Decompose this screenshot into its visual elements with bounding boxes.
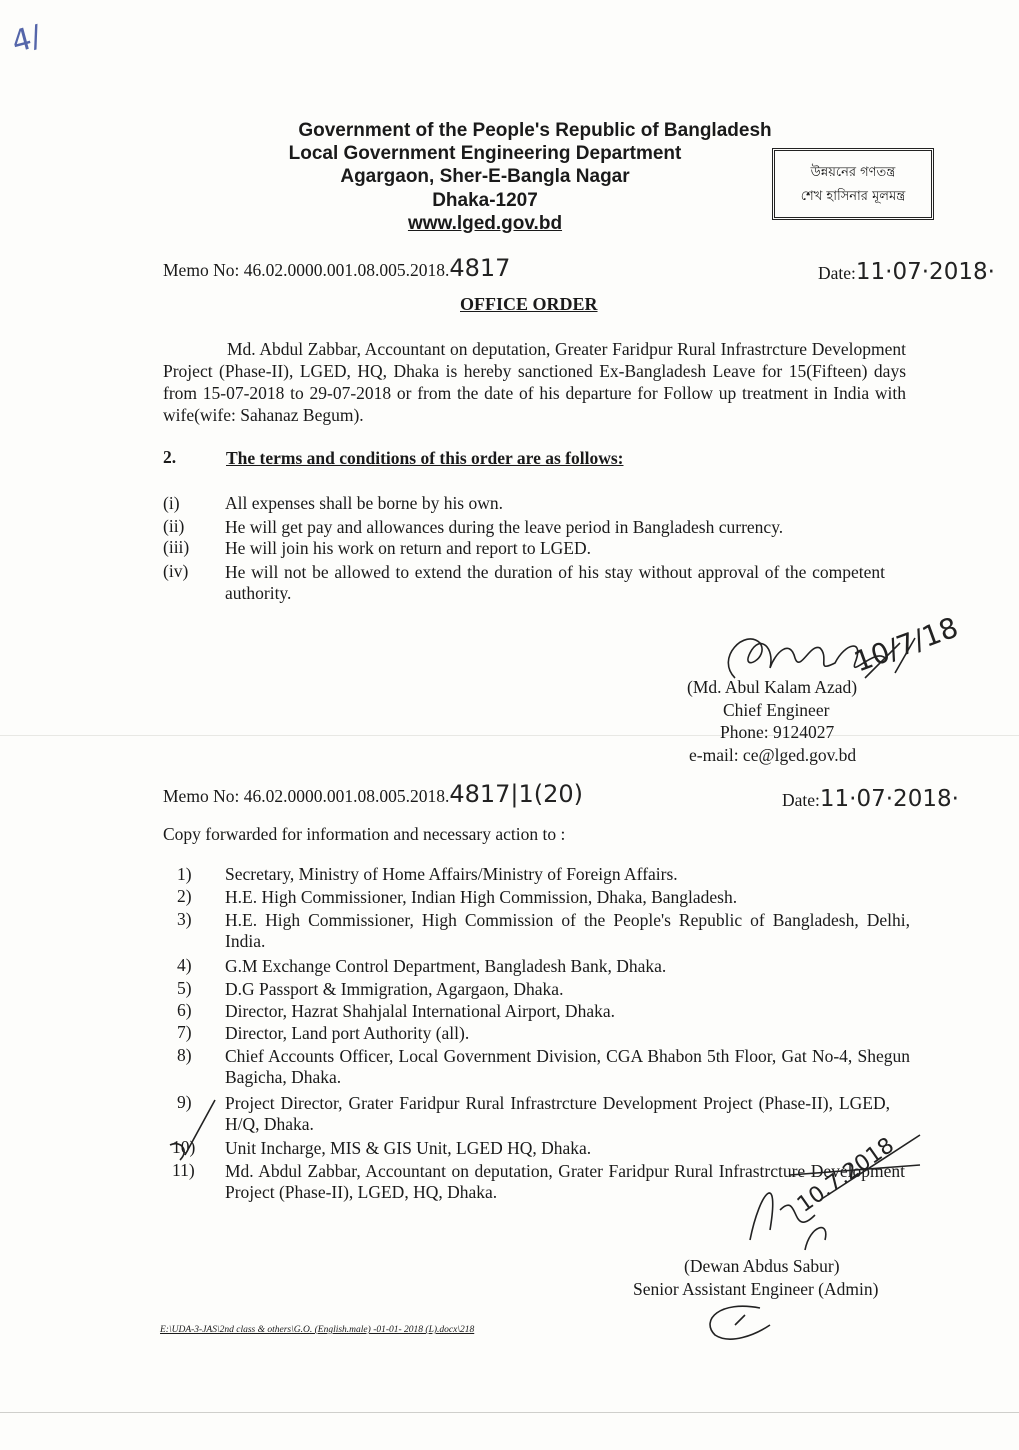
- recipient-num: 4): [177, 955, 192, 975]
- memo-1-date-label: Date:: [818, 263, 856, 283]
- memo-1-prefix: Memo No: 46.02.0000.001.08.005.2018.: [163, 260, 450, 280]
- header-department: Local Government Engineering Department: [288, 143, 682, 164]
- signature-2-handwritten-date: 10.7.2018: [792, 1133, 899, 1218]
- initial-scribble: [700, 1300, 780, 1345]
- header-city: Dhaka-1207: [432, 190, 538, 211]
- recipient-item: Md. Abdul Zabbar, Accountant on deputation, Grater Faridpur Rural Infrastrcture Development Project (Phase-II), LGED, HQ, Dhaka.: [225, 1161, 905, 1202]
- signatory-1-title: Chief Engineer: [723, 700, 830, 720]
- recipient-num: 10): [172, 1137, 196, 1157]
- memo-2: [163, 780, 584, 808]
- term-item: All expenses shall be borne by his own.: [225, 493, 504, 513]
- header-website[interactable]: www.lged.gov.bd: [407, 213, 563, 234]
- recipient-item: G.M Exchange Control Department, Bangladesh Bank, Dhaka.: [225, 956, 667, 976]
- term-num: (i): [163, 493, 180, 513]
- memo-1-date: [818, 259, 995, 285]
- recipient-item: Secretary, Ministry of Home Affairs/Ministry of Foreign Affairs.: [225, 864, 678, 884]
- recipient-num: 1): [177, 864, 192, 884]
- memo-1-handwritten-date: 11·07·2018·: [855, 259, 995, 285]
- recipient-item: H.E. High Commissioner, High Commission of the People's Republic of Bangladesh, Delhi, India.: [225, 910, 910, 951]
- recipient-num: 3): [177, 909, 192, 929]
- term-item: He will join his work on return and report to LGED.: [225, 538, 591, 558]
- signatory-2-name: (Dewan Abdus Sabur): [684, 1256, 840, 1276]
- recipient-item: D.G Passport & Immigration, Agargaon, Dhaka.: [225, 979, 564, 999]
- signatory-1-name: (Md. Abul Kalam Azad): [687, 677, 858, 697]
- recipient-num: 8): [177, 1045, 192, 1065]
- memo-1-handwritten-number: 4817: [449, 254, 511, 282]
- slogan-box: [772, 148, 934, 220]
- margin-handwritten-mark: 4/: [7, 18, 46, 61]
- recipient-num: 5): [177, 978, 192, 998]
- header-government: Government of the People's Republic of Bangladesh: [298, 120, 772, 141]
- recipient-item: Project Director, Grater Faridpur Rural Infrastrcture Development Project (Phase-II), LGED, H/Q, Dhaka.: [225, 1093, 890, 1134]
- memo-2-prefix: Memo No: 46.02.0000.001.08.005.2018.: [163, 786, 450, 806]
- recipient-num: 7): [177, 1022, 192, 1042]
- memo-2-date: [782, 786, 959, 812]
- term-item: He will not be allowed to extend the duration of his stay without approval of the competent authority.: [225, 562, 885, 603]
- footer-file-path: E:\UDA-3-JAS\2nd class & others\G.O. (English.male) -01-01- 2018 (L).docx\218: [160, 1325, 475, 1335]
- recipient-item: Chief Accounts Officer, Local Government Division, CGA Bhabon 5th Floor, Gat No-4, Shegun Bagicha, Dhaka.: [225, 1046, 910, 1087]
- copy-forwarded-intro: Copy forwarded for information and necessary action to :: [163, 824, 566, 844]
- term-num: (iv): [163, 561, 189, 581]
- signatory-2-title: Senior Assistant Engineer (Admin): [633, 1279, 879, 1299]
- office-order-paragraph: Md. Abdul Zabbar, Accountant on deputation, Greater Faridpur Rural Infrastrcture Development Project (Phase-II), LGED, HQ, Dhaka is hereby sanctioned Ex-Bangladesh Leave for 15(Fifteen) days from 15-07-2018 to 29-07-2018 or from the date of his departure for Follow up treatment in India with wife(wife: Sahanaz Begum).: [163, 339, 906, 425]
- handwritten-tick-mark: [165, 1095, 225, 1175]
- term-num: (iii): [163, 537, 190, 557]
- memo-1: [163, 254, 511, 282]
- term-item: He will get pay and allowances during the leave period in Bangladesh currency.: [225, 517, 784, 537]
- signatory-1-email[interactable]: e-mail: ce@lged.gov.bd: [689, 745, 857, 765]
- recipient-item: Director, Land port Authority (all).: [225, 1023, 470, 1043]
- recipient-num: 9): [177, 1092, 192, 1112]
- signatory-1-phone: Phone: 9124027: [720, 722, 835, 742]
- slogan-line-1: উন্নয়নের গণতন্ত্র: [810, 165, 896, 180]
- recipient-item: Director, Hazrat Shahjalal International Airport, Dhaka.: [225, 1001, 615, 1021]
- header-address: Agargaon, Sher-E-Bangla Nagar: [340, 166, 630, 187]
- terms-number: 2.: [163, 447, 177, 467]
- recipient-num: 2): [177, 886, 192, 906]
- recipient-num: 6): [177, 1000, 192, 1020]
- recipient-num: 11): [172, 1160, 195, 1180]
- memo-2-date-label: Date:: [782, 790, 820, 810]
- memo-2-handwritten-date: 11·07·2018·: [819, 786, 959, 812]
- signature-1-handwritten-date: 10/7/18: [849, 610, 963, 679]
- memo-2-handwritten-number: 4817|1(20): [449, 780, 584, 808]
- term-num: (ii): [163, 516, 185, 536]
- recipient-item: Unit Incharge, MIS & GIS Unit, LGED HQ, Dhaka.: [225, 1138, 592, 1158]
- office-order-title: OFFICE ORDER: [460, 294, 598, 314]
- recipient-item: H.E. High Commissioner, Indian High Commission, Dhaka, Bangladesh.: [225, 887, 738, 907]
- terms-heading: The terms and conditions of this order are as follows:: [226, 448, 624, 468]
- slogan-line-2: শেখ হাসিনার মূলমন্ত্র: [800, 189, 906, 204]
